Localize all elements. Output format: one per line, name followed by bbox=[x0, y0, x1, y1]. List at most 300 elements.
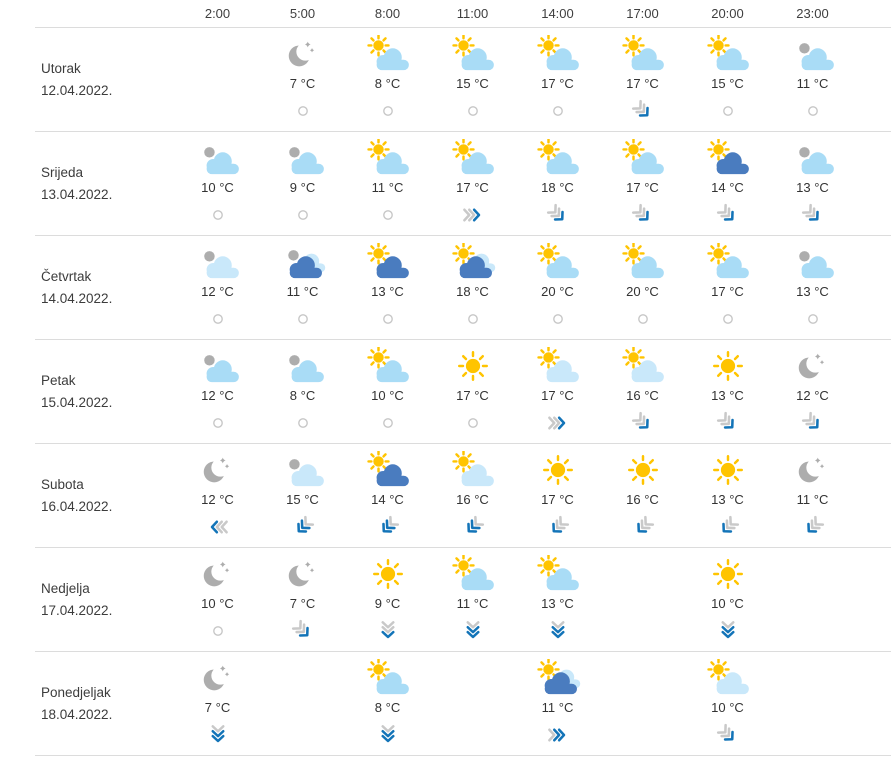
weather-icon-slot bbox=[790, 138, 836, 178]
weather-cell bbox=[430, 548, 515, 651]
weather-icon-moon-stars bbox=[195, 451, 241, 489]
wind-icon-slot bbox=[291, 618, 315, 644]
time-header-row bbox=[35, 0, 891, 28]
wind-icon-slot bbox=[801, 410, 825, 436]
wind-icon-calm bbox=[461, 307, 485, 331]
weather-icon-sun-cloud-pale bbox=[450, 451, 496, 489]
wind-icon-slot bbox=[801, 514, 825, 540]
wind-icon-slot bbox=[716, 618, 740, 644]
weather-cell bbox=[175, 444, 260, 547]
forecast-day-row bbox=[35, 444, 891, 548]
temperature: 17 °C bbox=[541, 76, 574, 91]
wind-icon-calm bbox=[291, 99, 315, 123]
wind-icon-sw2 bbox=[461, 515, 485, 539]
weather-cell bbox=[345, 340, 430, 443]
temperature: 15 °C bbox=[456, 76, 489, 91]
weather-cell bbox=[770, 236, 855, 339]
weather-cell bbox=[345, 132, 430, 235]
wind-icon-slot bbox=[631, 514, 655, 540]
weather-icon-sun-cloud-pale bbox=[620, 347, 666, 385]
weather-icon-slot bbox=[705, 450, 751, 490]
time-header: 11:00 bbox=[456, 6, 489, 21]
wind-icon-sw2 bbox=[291, 515, 315, 539]
weather-cell bbox=[175, 548, 260, 651]
weather-cell bbox=[430, 340, 515, 443]
weather-icon-sunny bbox=[535, 451, 581, 489]
temperature: 13 °C bbox=[796, 180, 829, 195]
wind-icon-slot bbox=[716, 202, 740, 228]
weather-icon-moon-stars bbox=[790, 347, 836, 385]
wind-icon-calm bbox=[801, 307, 825, 331]
weather-icon-sunny bbox=[705, 347, 751, 385]
weather-icon-slot bbox=[365, 346, 411, 386]
weather-cell bbox=[345, 444, 430, 547]
wind-icon-slot bbox=[461, 618, 485, 644]
wind-icon-calm bbox=[546, 307, 570, 331]
forecast-day-row bbox=[35, 28, 891, 132]
weather-cell bbox=[515, 652, 600, 755]
wind-icon-se1 bbox=[546, 203, 570, 227]
wind-icon-se1 bbox=[631, 203, 655, 227]
weather-icon-sun-cloud bbox=[450, 139, 496, 177]
weather-icon-slot bbox=[195, 242, 241, 282]
weather-cell bbox=[175, 340, 260, 443]
day-label bbox=[35, 28, 175, 131]
wind-icon-s1 bbox=[376, 619, 400, 643]
weather-icon-sun-cloud bbox=[535, 139, 581, 177]
weather-icon-slot bbox=[620, 34, 666, 74]
weather-cell bbox=[515, 28, 600, 131]
weather-cell-empty bbox=[430, 652, 515, 755]
wind-icon-slot bbox=[546, 722, 570, 748]
wind-icon-slot bbox=[461, 514, 485, 540]
weather-icon-sun-cloud bbox=[620, 139, 666, 177]
wind-icon-se1 bbox=[716, 723, 740, 747]
weather-cell bbox=[685, 132, 770, 235]
wind-icon-s2 bbox=[546, 619, 570, 643]
day-date: 15.04.2022. bbox=[41, 394, 113, 410]
weather-icon-sunny bbox=[620, 451, 666, 489]
weather-icon-slot bbox=[280, 242, 326, 282]
weather-icon-moon-stars bbox=[280, 555, 326, 593]
weather-icon-slot bbox=[195, 346, 241, 386]
weather-icon-sun-cloud bbox=[365, 35, 411, 73]
weather-cell bbox=[430, 236, 515, 339]
weather-icon-slot bbox=[620, 346, 666, 386]
weather-cell bbox=[600, 28, 685, 131]
weather-icon-moon-cloud bbox=[790, 243, 836, 281]
weather-icon-slot bbox=[535, 658, 581, 698]
weather-cell bbox=[175, 132, 260, 235]
weather-cell bbox=[260, 548, 345, 651]
weather-icon-slot bbox=[450, 346, 496, 386]
wind-icon-slot bbox=[546, 98, 570, 124]
wind-icon-se1 bbox=[631, 99, 655, 123]
weather-icon-slot bbox=[450, 34, 496, 74]
weather-cell bbox=[600, 340, 685, 443]
wind-icon-calm bbox=[716, 99, 740, 123]
temperature: 11 °C bbox=[371, 180, 404, 195]
wind-icon-slot bbox=[801, 306, 825, 332]
wind-icon-s2 bbox=[716, 619, 740, 643]
day-name: Nedjelja bbox=[41, 580, 90, 596]
wind-icon-sw2 bbox=[376, 515, 400, 539]
wind-icon-e1 bbox=[461, 203, 485, 227]
weather-cell bbox=[515, 236, 600, 339]
weather-cell bbox=[260, 340, 345, 443]
weather-icon-sunny bbox=[365, 555, 411, 593]
wind-icon-slot bbox=[291, 514, 315, 540]
wind-icon-calm bbox=[631, 307, 655, 331]
time-header: 5:00 bbox=[289, 6, 316, 21]
weather-icon-slot bbox=[365, 242, 411, 282]
day-date: 16.04.2022. bbox=[41, 498, 113, 514]
day-name: Petak bbox=[41, 372, 76, 388]
day-name: Utorak bbox=[41, 60, 81, 76]
weather-icon-moon-stars bbox=[195, 555, 241, 593]
weather-icon-slot bbox=[705, 138, 751, 178]
weather-icon-slot bbox=[535, 346, 581, 386]
wind-icon-slot bbox=[716, 306, 740, 332]
temperature: 15 °C bbox=[286, 492, 319, 507]
weather-icon-moon-cloud bbox=[790, 35, 836, 73]
weather-icon-sun-cloud bbox=[365, 139, 411, 177]
forecast-day-row bbox=[35, 132, 891, 236]
temperature: 12 °C bbox=[201, 284, 234, 299]
temperature: 12 °C bbox=[796, 388, 829, 403]
weather-cell bbox=[430, 132, 515, 235]
weather-icon-slot bbox=[535, 34, 581, 74]
weather-cell bbox=[260, 28, 345, 131]
weather-icon-moon-cloud bbox=[195, 347, 241, 385]
time-header: 14:00 bbox=[541, 6, 574, 21]
day-date: 17.04.2022. bbox=[41, 602, 113, 618]
temperature: 17 °C bbox=[456, 180, 489, 195]
temperature: 13 °C bbox=[541, 596, 574, 611]
temperature: 14 °C bbox=[711, 180, 744, 195]
wind-icon-slot bbox=[546, 514, 570, 540]
weather-icon-moon-cloud bbox=[280, 347, 326, 385]
wind-icon-slot bbox=[631, 306, 655, 332]
temperature: 11 °C bbox=[456, 596, 489, 611]
weather-cell bbox=[345, 652, 430, 755]
weather-icon-sun-cloud bbox=[365, 347, 411, 385]
temperature: 8 °C bbox=[374, 700, 401, 715]
temperature: 8 °C bbox=[289, 388, 316, 403]
temperature: 16 °C bbox=[626, 388, 659, 403]
day-label bbox=[35, 548, 175, 651]
wind-icon-s2 bbox=[376, 723, 400, 747]
temperature: 11 °C bbox=[796, 76, 829, 91]
wind-icon-calm bbox=[376, 307, 400, 331]
day-label bbox=[35, 340, 175, 443]
wind-icon-slot bbox=[206, 722, 230, 748]
weather-icon-slot bbox=[365, 658, 411, 698]
weather-icon-sun-cloud bbox=[450, 555, 496, 593]
day-name: Subota bbox=[41, 476, 84, 492]
temperature: 17 °C bbox=[541, 492, 574, 507]
weather-cell bbox=[345, 28, 430, 131]
wind-icon-slot bbox=[206, 306, 230, 332]
wind-icon-slot bbox=[376, 410, 400, 436]
weather-icon-moon-cloud bbox=[790, 139, 836, 177]
weather-cell bbox=[685, 28, 770, 131]
wind-icon-sw1 bbox=[546, 515, 570, 539]
wind-icon-calm bbox=[716, 307, 740, 331]
weather-icon-slot bbox=[365, 554, 411, 594]
wind-icon-slot bbox=[291, 306, 315, 332]
weather-cell bbox=[770, 340, 855, 443]
temperature: 17 °C bbox=[456, 388, 489, 403]
weather-icon-slot bbox=[705, 346, 751, 386]
weather-cell bbox=[685, 444, 770, 547]
temperature: 10 °C bbox=[201, 596, 234, 611]
weather-cell bbox=[430, 28, 515, 131]
weather-icon-sun-cloud bbox=[535, 243, 581, 281]
weather-icon-sun-cloud bbox=[705, 35, 751, 73]
temperature: 17 °C bbox=[541, 388, 574, 403]
weather-icon-sun-cloud bbox=[620, 243, 666, 281]
weather-cell bbox=[600, 132, 685, 235]
wind-icon-slot bbox=[376, 618, 400, 644]
wind-icon-calm bbox=[376, 99, 400, 123]
temperature: 18 °C bbox=[541, 180, 574, 195]
temperature: 14 °C bbox=[371, 492, 404, 507]
temperature: 15 °C bbox=[711, 76, 744, 91]
time-header: 23:00 bbox=[796, 6, 829, 21]
weather-icon-sun-cloud-dark bbox=[365, 451, 411, 489]
wind-icon-slot bbox=[801, 202, 825, 228]
wind-icon-slot bbox=[376, 202, 400, 228]
weather-cell bbox=[770, 28, 855, 131]
weather-icon-sun-cloud-dark bbox=[705, 139, 751, 177]
day-date: 13.04.2022. bbox=[41, 186, 113, 202]
weather-cell bbox=[600, 236, 685, 339]
weather-icon-slot bbox=[280, 138, 326, 178]
weather-cell-empty bbox=[600, 652, 685, 755]
day-date: 12.04.2022. bbox=[41, 82, 113, 98]
wind-icon-calm bbox=[376, 411, 400, 435]
weather-icon-slot bbox=[790, 242, 836, 282]
weather-cell-empty bbox=[260, 652, 345, 755]
time-header: 8:00 bbox=[374, 6, 401, 21]
wind-icon-calm bbox=[206, 307, 230, 331]
weather-icon-moon-cloud bbox=[195, 139, 241, 177]
weather-cell bbox=[600, 444, 685, 547]
weather-icon-sun-cloud bbox=[705, 243, 751, 281]
temperature: 13 °C bbox=[371, 284, 404, 299]
temperature: 17 °C bbox=[711, 284, 744, 299]
weather-icon-moon-cloud-light bbox=[195, 243, 241, 281]
temperature: 20 °C bbox=[626, 284, 659, 299]
temperature: 7 °C bbox=[289, 596, 316, 611]
weather-icon-slot bbox=[450, 242, 496, 282]
forecast-day-row bbox=[35, 340, 891, 444]
temperature: 16 °C bbox=[456, 492, 489, 507]
temperature: 17 °C bbox=[626, 180, 659, 195]
weather-icon-slot bbox=[790, 346, 836, 386]
wind-icon-sw1 bbox=[631, 515, 655, 539]
temperature: 12 °C bbox=[201, 492, 234, 507]
temperature: 9 °C bbox=[289, 180, 316, 195]
temperature: 9 °C bbox=[374, 596, 401, 611]
weather-cell bbox=[685, 236, 770, 339]
wind-icon-slot bbox=[291, 410, 315, 436]
weather-icon-sun-cloud bbox=[365, 659, 411, 697]
weather-icon-slot bbox=[535, 450, 581, 490]
wind-icon-se1 bbox=[291, 619, 315, 643]
weather-cell bbox=[175, 236, 260, 339]
weather-cell-empty bbox=[600, 548, 685, 651]
weather-cell bbox=[685, 340, 770, 443]
weather-icon-moon-cloud-light bbox=[280, 451, 326, 489]
weather-icon-slot bbox=[280, 346, 326, 386]
wind-icon-slot bbox=[206, 618, 230, 644]
wind-icon-slot bbox=[546, 618, 570, 644]
temperature: 13 °C bbox=[711, 492, 744, 507]
weather-icon-slot bbox=[705, 554, 751, 594]
wind-icon-slot bbox=[376, 306, 400, 332]
weather-icon-slot bbox=[620, 450, 666, 490]
weather-forecast-table bbox=[35, 0, 891, 756]
weather-cell bbox=[260, 444, 345, 547]
weather-cell-empty bbox=[770, 548, 855, 651]
weather-icon-sun-cloud bbox=[535, 555, 581, 593]
day-date: 14.04.2022. bbox=[41, 290, 113, 306]
forecast-day-row bbox=[35, 548, 891, 652]
weather-icon-sun-cloud-dark-double bbox=[450, 243, 496, 281]
weather-cell bbox=[260, 132, 345, 235]
weather-cell bbox=[515, 132, 600, 235]
wind-icon-se1 bbox=[631, 411, 655, 435]
weather-icon-slot bbox=[195, 554, 241, 594]
wind-icon-s2 bbox=[461, 619, 485, 643]
weather-icon-sunny bbox=[705, 451, 751, 489]
weather-cell-empty bbox=[770, 652, 855, 755]
weather-cell bbox=[175, 652, 260, 755]
wind-icon-slot bbox=[716, 410, 740, 436]
temperature: 13 °C bbox=[711, 388, 744, 403]
weather-icon-slot bbox=[535, 242, 581, 282]
temperature: 17 °C bbox=[626, 76, 659, 91]
weather-cell bbox=[515, 444, 600, 547]
weather-cell bbox=[685, 652, 770, 755]
weather-cell bbox=[515, 548, 600, 651]
wind-icon-slot bbox=[546, 306, 570, 332]
temperature: 16 °C bbox=[626, 492, 659, 507]
day-label bbox=[35, 236, 175, 339]
weather-icon-sun-cloud-pale bbox=[535, 347, 581, 385]
wind-icon-sw1 bbox=[801, 515, 825, 539]
temperature: 13 °C bbox=[796, 284, 829, 299]
weather-cell bbox=[345, 236, 430, 339]
weather-cell bbox=[345, 548, 430, 651]
weather-cell-empty bbox=[175, 28, 260, 131]
weather-icon-moon-stars bbox=[280, 35, 326, 73]
wind-icon-slot bbox=[206, 410, 230, 436]
weather-icon-sun-cloud-dark bbox=[365, 243, 411, 281]
wind-icon-calm bbox=[291, 307, 315, 331]
weather-icon-slot bbox=[365, 138, 411, 178]
temperature: 11 °C bbox=[796, 492, 829, 507]
day-name: Srijeda bbox=[41, 164, 84, 180]
weather-icon-slot bbox=[450, 450, 496, 490]
weather-cell bbox=[685, 548, 770, 651]
weather-icon-slot bbox=[195, 450, 241, 490]
wind-icon-slot bbox=[206, 514, 230, 540]
weather-icon-sunny bbox=[450, 347, 496, 385]
time-header: 2:00 bbox=[204, 6, 231, 21]
wind-icon-slot bbox=[461, 202, 485, 228]
wind-icon-s2 bbox=[206, 723, 230, 747]
day-label bbox=[35, 444, 175, 547]
temperature: 10 °C bbox=[711, 700, 744, 715]
wind-icon-slot bbox=[461, 98, 485, 124]
wind-icon-slot bbox=[716, 514, 740, 540]
weather-icon-slot bbox=[790, 34, 836, 74]
wind-icon-calm bbox=[291, 203, 315, 227]
weather-icon-slot bbox=[365, 34, 411, 74]
wind-icon-slot bbox=[376, 722, 400, 748]
temperature: 7 °C bbox=[204, 700, 231, 715]
weather-icon-sun-cloud-pale bbox=[705, 659, 751, 697]
wind-icon-w1 bbox=[206, 515, 230, 539]
wind-icon-calm bbox=[461, 411, 485, 435]
weather-icon-slot bbox=[195, 658, 241, 698]
wind-icon-sw1 bbox=[716, 515, 740, 539]
wind-icon-calm bbox=[801, 99, 825, 123]
wind-icon-slot bbox=[801, 98, 825, 124]
weather-cell bbox=[515, 340, 600, 443]
wind-icon-se1 bbox=[716, 411, 740, 435]
weather-icon-slot bbox=[535, 554, 581, 594]
time-header: 20:00 bbox=[711, 6, 744, 21]
forecast-day-row bbox=[35, 236, 891, 340]
weather-icon-slot bbox=[620, 242, 666, 282]
temperature: 18 °C bbox=[456, 284, 489, 299]
weather-icon-slot bbox=[705, 34, 751, 74]
temperature: 8 °C bbox=[374, 76, 401, 91]
weather-icon-slot bbox=[365, 450, 411, 490]
wind-icon-calm bbox=[546, 99, 570, 123]
weather-cell bbox=[430, 444, 515, 547]
day-name: Četvrtak bbox=[41, 268, 92, 284]
forecast-day-row bbox=[35, 652, 891, 756]
weather-icon-sun-cloud bbox=[620, 35, 666, 73]
wind-icon-slot bbox=[376, 514, 400, 540]
wind-icon-slot bbox=[291, 202, 315, 228]
wind-icon-slot bbox=[716, 98, 740, 124]
wind-icon-slot bbox=[716, 722, 740, 748]
wind-icon-calm bbox=[206, 619, 230, 643]
temperature: 10 °C bbox=[201, 180, 234, 195]
wind-icon-slot bbox=[546, 410, 570, 436]
temperature: 10 °C bbox=[371, 388, 404, 403]
weather-icon-slot bbox=[450, 138, 496, 178]
wind-icon-slot bbox=[461, 410, 485, 436]
wind-icon-se1 bbox=[801, 203, 825, 227]
time-header: 17:00 bbox=[626, 6, 659, 21]
weather-icon-moon-cloud bbox=[280, 139, 326, 177]
temperature: 12 °C bbox=[201, 388, 234, 403]
wind-icon-slot bbox=[631, 410, 655, 436]
weather-icon-moon-stars bbox=[790, 451, 836, 489]
weather-icon-slot bbox=[280, 34, 326, 74]
weather-icon-slot bbox=[705, 658, 751, 698]
wind-icon-slot bbox=[206, 202, 230, 228]
weather-icon-slot bbox=[195, 138, 241, 178]
wind-icon-e1 bbox=[546, 411, 570, 435]
